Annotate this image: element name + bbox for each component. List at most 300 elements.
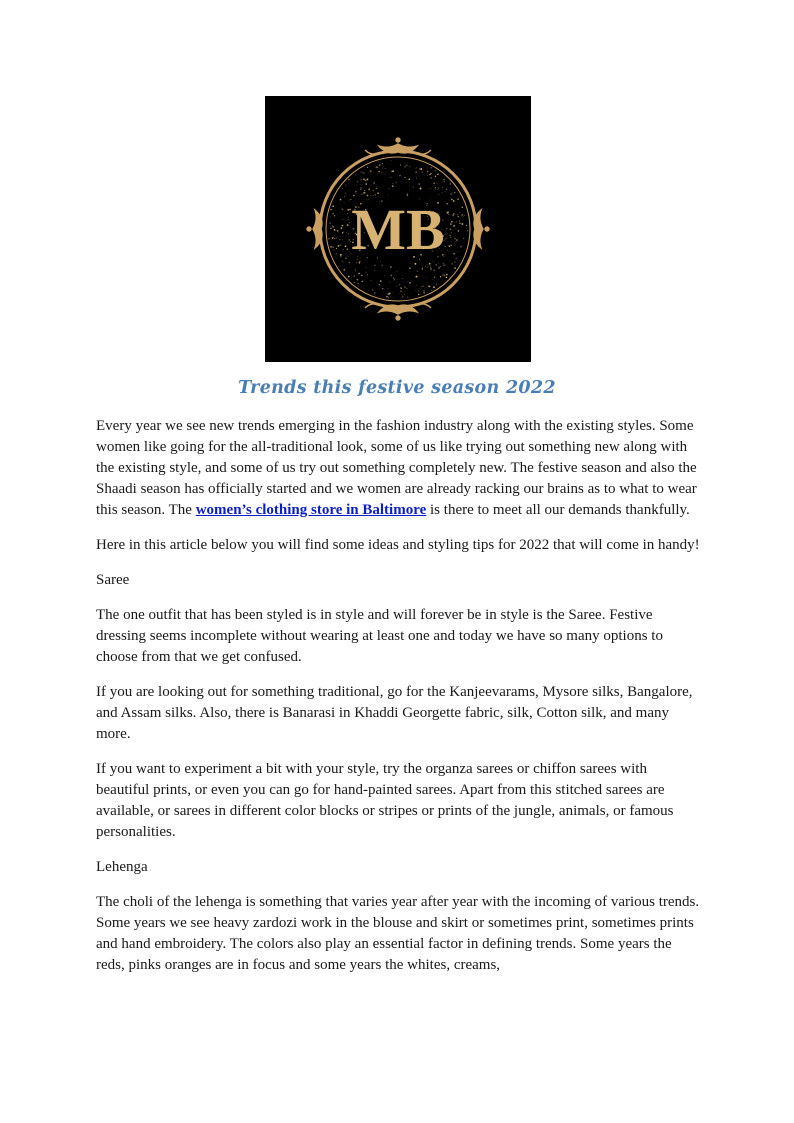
glitter-dot: [336, 253, 337, 254]
glitter-dot: [332, 225, 333, 226]
glitter-dot: [392, 185, 394, 187]
glitter-dot: [372, 190, 374, 192]
glitter-dot: [337, 230, 339, 232]
glitter-dot: [436, 284, 437, 285]
glitter-dot: [370, 170, 372, 172]
glitter-dot: [418, 294, 419, 295]
glitter-dot: [332, 205, 334, 207]
glitter-dot: [366, 267, 367, 268]
glitter-dot: [437, 189, 438, 190]
glitter-dot: [372, 280, 373, 281]
glitter-dot: [404, 294, 405, 295]
glitter-dot: [389, 281, 390, 282]
glitter-dot: [446, 277, 448, 279]
glitter-dot: [374, 270, 375, 271]
glitter-dot: [450, 183, 451, 184]
glitter-dot: [454, 262, 455, 263]
glitter-dot: [446, 203, 448, 205]
glitter-dot: [364, 192, 366, 194]
glitter-dot: [442, 274, 444, 276]
glitter-dot: [374, 265, 376, 267]
glitter-dot: [409, 185, 410, 186]
glitter-dot: [462, 207, 463, 208]
glitter-dot: [363, 280, 364, 281]
glitter-dot: [427, 168, 428, 169]
glitter-dot: [426, 277, 427, 278]
glitter-dot: [349, 190, 350, 191]
glitter-dot: [385, 168, 386, 169]
glitter-dot: [420, 188, 422, 190]
glitter-dot: [388, 195, 389, 196]
glitter-dot: [385, 174, 386, 175]
glitter-dot: [453, 225, 455, 227]
glitter-dot: [438, 194, 439, 195]
glitter-dot: [446, 274, 448, 276]
glitter-dot: [453, 253, 455, 255]
glitter-dot: [438, 187, 439, 188]
glitter-dot: [438, 263, 439, 264]
glitter-dot: [454, 222, 455, 223]
glitter-dot: [440, 276, 441, 277]
glitter-dot: [422, 172, 423, 173]
glitter-dot: [445, 231, 446, 232]
glitter-dot: [382, 163, 383, 164]
glitter-dot: [450, 245, 452, 247]
glitter-dot: [423, 290, 424, 291]
section-heading-lehenga: Lehenga: [96, 859, 148, 875]
glitter-dot: [382, 288, 383, 289]
glitter-dot: [400, 291, 401, 292]
glitter-dot: [384, 275, 385, 276]
glitter-dot: [428, 285, 430, 287]
glitter-dot: [356, 262, 357, 263]
glitter-dot: [414, 263, 416, 265]
glitter-dot: [433, 182, 435, 184]
glitter-dot: [450, 232, 452, 234]
glitter-dot: [339, 239, 341, 241]
glitter-dot: [364, 190, 365, 191]
glitter-dot: [423, 292, 425, 294]
glitter-dot: [388, 297, 389, 298]
glitter-dot: [396, 182, 398, 184]
glitter-dot: [455, 241, 456, 242]
glitter-dot: [388, 288, 389, 289]
glitter-dot: [380, 280, 382, 282]
glitter-dot: [447, 233, 448, 234]
glitter-dot: [404, 286, 406, 288]
glitter-dot: [402, 278, 403, 279]
glitter-dot: [444, 264, 446, 266]
glitter-dot: [459, 223, 460, 224]
saree-paragraph-3: If you want to experiment a bit with your style, try the organza sarees or chiffon sarees with beautiful prints, or even you can go for hand-painted sarees. Apart from this stitched sarees are available, or sarees in different color blocks or stripes or prints of the jungle, animals, or famous personalities.: [96, 761, 674, 840]
intro-text-start: Every year we see new trends emerging in the fashion industry along with the existing styles. Some women like going for the all-traditional look, some of us like trying out something new along with the existing style, and some of us try out something completely new. The festive season and also the Shaadi season has officially started and we women are already racking our brains as to what to wear this season. The: [96, 418, 697, 518]
glitter-dot: [416, 178, 417, 179]
glitter-dot: [448, 214, 449, 215]
glitter-dot: [421, 286, 422, 287]
glitter-dot: [340, 227, 342, 229]
glitter-dot: [378, 171, 379, 172]
glitter-dot: [386, 296, 388, 298]
glitter-dot: [392, 297, 393, 298]
glitter-dot: [378, 296, 379, 297]
glitter-dot: [434, 277, 435, 278]
glitter-dot: [334, 215, 336, 217]
glitter-dot: [438, 267, 440, 269]
glitter-dot: [427, 175, 428, 176]
glitter-dot: [451, 199, 453, 201]
lehenga-paragraph-1: The choli of the lehenga is something that varies year after year with the incoming of various trends. Some years we see heavy zardozi work in the blouse and skirt or sometimes print, sometimes prints and hand embroidery. The colors also play an essential factor in defining trends. Some years the reds, pinks oranges are in focus and some years the whites, creams,: [96, 894, 700, 973]
glitter-dot: [360, 187, 362, 189]
glitter-dot: [377, 192, 379, 194]
section-heading-saree: Saree: [96, 572, 130, 588]
glitter-dot: [379, 284, 381, 286]
glitter-dot: [330, 227, 332, 229]
glitter-dot: [396, 286, 397, 287]
glitter-dot: [367, 167, 368, 168]
glitter-dot: [349, 262, 350, 263]
article-title: Trends this festive season 2022: [238, 378, 556, 398]
glitter-dot: [415, 171, 417, 173]
glitter-dot: [446, 189, 447, 190]
glitter-dot: [370, 280, 371, 281]
glitter-dot: [430, 167, 432, 169]
glitter-dot: [336, 237, 337, 238]
glitter-dot: [450, 237, 451, 238]
glitter-dot: [422, 267, 423, 268]
glitter-dot: [455, 258, 457, 260]
glitter-dot: [407, 297, 408, 298]
glitter-dot: [427, 170, 428, 171]
glitter-dot: [418, 277, 419, 278]
glitter-dot: [355, 191, 356, 192]
glitter-dot: [430, 268, 432, 270]
glitter-dot: [333, 213, 334, 214]
intro-text-end: is there to meet all our demands thankfully.: [426, 502, 690, 518]
glitter-dot: [386, 271, 387, 272]
glitter-dot: [344, 202, 345, 203]
glitter-dot: [357, 283, 359, 285]
glitter-dot: [455, 228, 456, 229]
logo-monogram-text: MB: [351, 197, 445, 262]
glitter-dot: [331, 245, 333, 247]
glitter-dot: [335, 230, 336, 231]
glitter-dot: [375, 166, 377, 168]
glitter-dot: [433, 286, 435, 288]
glitter-dot: [372, 289, 373, 290]
glitter-dot: [338, 245, 340, 247]
glitter-dot: [342, 209, 344, 211]
glitter-dot: [435, 176, 436, 177]
glitter-dot: [429, 174, 430, 175]
glitter-dot: [390, 266, 392, 268]
glitter-dot: [418, 291, 419, 292]
glitter-dot: [355, 175, 356, 176]
glitter-dot: [437, 173, 439, 175]
glitter-dot: [423, 286, 424, 287]
glitter-dot: [404, 166, 405, 167]
glitter-dot: [451, 263, 453, 265]
glitter-dot: [458, 230, 460, 232]
glitter-dot: [440, 266, 441, 267]
glitter-dot: [349, 200, 350, 201]
glitter-dot: [338, 232, 339, 233]
glitter-dot: [392, 292, 393, 293]
glitter-dot: [336, 248, 337, 249]
glitter-dot: [404, 177, 405, 178]
glitter-dot: [438, 283, 439, 284]
glitter-dot: [336, 258, 337, 259]
glitter-dot: [413, 187, 414, 188]
glitter-dot: [466, 225, 467, 226]
glitter-dot: [409, 282, 411, 284]
glitter-dot: [362, 172, 363, 173]
glitter-dot: [357, 181, 358, 182]
glitter-dot: [346, 232, 347, 233]
glitter-dot: [407, 281, 408, 282]
glitter-dot: [409, 267, 411, 269]
glitter-dot: [445, 192, 446, 193]
glitter-dot: [342, 261, 343, 262]
glitter-dot: [427, 171, 428, 172]
glitter-dot: [417, 270, 419, 272]
glitter-dot: [424, 289, 425, 290]
glitter-dot: [399, 293, 400, 294]
glitter-dot: [356, 279, 358, 281]
glitter-dot: [440, 178, 441, 179]
glitter-dot: [407, 194, 409, 196]
glitter-dot: [363, 172, 365, 174]
glitter-dot: [430, 188, 431, 189]
glitter-dot: [334, 238, 335, 239]
glitter-dot: [341, 208, 342, 209]
glitter-dot: [452, 192, 453, 193]
glitter-dot: [415, 290, 416, 291]
glitter-dot: [333, 237, 334, 238]
glitter-dot: [381, 172, 382, 173]
glitter-dot: [348, 276, 350, 278]
glitter-dot: [420, 168, 422, 170]
glitter-dot: [450, 219, 451, 220]
glitter-dot: [374, 292, 375, 293]
glitter-dot: [416, 276, 418, 278]
glitter-dot: [347, 249, 348, 250]
glitter-dot: [389, 177, 390, 178]
glitter-dot: [328, 238, 330, 240]
glitter-dot: [422, 286, 423, 287]
glitter-dot: [346, 258, 347, 259]
glitter-dot: [342, 236, 343, 237]
glitter-dot: [359, 262, 361, 264]
glitter-dot: [348, 233, 349, 234]
glitter-dot: [464, 215, 465, 216]
glitter-dot: [355, 194, 356, 195]
glitter-dot: [399, 284, 400, 285]
glitter-dot: [347, 213, 348, 214]
glitter-dot: [457, 260, 458, 261]
glitter-dot: [429, 263, 431, 265]
glitter-dot: [376, 188, 377, 189]
glitter-dot: [365, 183, 367, 185]
glitter-dot: [418, 183, 420, 185]
glitter-dot: [447, 211, 449, 213]
brand-logo: [265, 96, 531, 362]
glitter-dot: [429, 265, 430, 266]
glitter-dot: [343, 249, 344, 250]
glitter-dot: [343, 269, 345, 271]
glitter-dot: [391, 297, 392, 298]
glitter-dot: [388, 293, 390, 295]
glitter-dot: [448, 220, 449, 221]
glitter-dot: [379, 164, 381, 166]
glitter-dot: [360, 189, 361, 190]
glitter-dot: [348, 256, 349, 257]
glitter-dot: [433, 269, 435, 271]
glitter-dot: [435, 170, 436, 171]
glitter-dot: [456, 221, 457, 222]
glitter-dot: [340, 256, 342, 258]
glitter-dot: [330, 217, 331, 218]
glitter-dot: [362, 281, 363, 282]
glitter-dot: [416, 168, 417, 169]
glitter-dot: [427, 266, 428, 267]
glitter-dot: [445, 238, 447, 240]
glitter-dot: [377, 282, 378, 283]
glitter-dot: [451, 221, 453, 223]
glitter-dot: [330, 209, 331, 210]
glitter-dot: [416, 167, 417, 168]
glitter-dot: [454, 214, 455, 215]
glitter-dot: [458, 216, 459, 217]
glitter-dot: [463, 238, 464, 239]
glitter-dot: [398, 286, 399, 287]
glitter-dot: [382, 168, 383, 169]
glitter-dot: [453, 200, 455, 202]
glitter-dot: [347, 224, 349, 226]
glitter-dot: [432, 279, 433, 280]
glitter-dot: [430, 267, 432, 269]
saree-paragraph-1: The one outfit that has been styled is in style and will forever be in style is the Saree. Festive dressing seems incomplete without wearing at least one and today we have so many options to choose from that we get confused.: [96, 607, 663, 665]
glitter-dot: [446, 228, 447, 229]
glitter-dot: [373, 182, 375, 184]
store-link[interactable]: women’s clothing store in Baltimore: [195, 502, 427, 518]
glitter-dot: [454, 192, 455, 193]
glitter-dot: [399, 175, 401, 177]
glitter-dot: [461, 214, 463, 216]
glitter-dot: [463, 216, 464, 217]
glitter-dot: [449, 235, 450, 236]
glitter-dot: [348, 219, 349, 220]
glitter-dot: [342, 225, 344, 227]
glitter-dot: [431, 290, 432, 291]
glitter-dot: [457, 198, 459, 200]
glitter-dot: [454, 267, 456, 269]
glitter-dot: [430, 177, 431, 178]
glitter-dot: [345, 185, 346, 186]
glitter-dot: [343, 232, 344, 233]
glitter-dot: [358, 273, 360, 275]
glitter-dot: [443, 263, 445, 265]
glitter-dot: [443, 179, 445, 181]
glitter-dot: [361, 172, 362, 173]
glitter-dot: [366, 272, 367, 273]
glitter-dot: [409, 166, 410, 167]
glitter-dot: [365, 179, 367, 181]
glitter-dot: [354, 275, 355, 276]
glitter-dot: [347, 209, 349, 211]
glitter-dot: [348, 179, 350, 181]
glitter-dot: [425, 266, 426, 267]
glitter-dot: [459, 212, 460, 213]
glitter-dot: [444, 181, 445, 182]
glitter-dot: [436, 264, 437, 265]
glitter-dot: [375, 194, 376, 195]
glitter-dot: [450, 193, 452, 195]
glitter-dot: [416, 176, 417, 177]
glitter-dot: [344, 196, 345, 197]
glitter-dot: [397, 271, 398, 272]
glitter-dot: [360, 179, 362, 181]
glitter-dot: [349, 222, 350, 223]
glitter-dot: [459, 209, 460, 210]
glitter-dot: [355, 269, 356, 270]
glitter-dot: [371, 195, 372, 196]
glitter-dot: [421, 268, 423, 270]
glitter-dot: [392, 170, 394, 172]
glitter-dot: [402, 297, 403, 298]
glitter-dot: [389, 188, 390, 189]
glitter-dot: [452, 194, 453, 195]
glitter-dot: [342, 239, 343, 240]
glitter-dot: [354, 282, 355, 283]
glitter-dot: [450, 228, 452, 230]
glitter-dot: [348, 239, 350, 241]
glitter-dot: [401, 288, 403, 290]
glitter-dot: [391, 177, 392, 178]
glitter-dot: [467, 219, 468, 220]
glitter-dot: [459, 220, 460, 221]
glitter-dot: [467, 230, 468, 231]
glitter-dot: [391, 171, 392, 172]
glitter-dot: [441, 192, 442, 193]
glitter-dot: [448, 245, 449, 246]
glitter-dot: [368, 188, 370, 190]
glitter-dot: [427, 264, 428, 265]
glitter-dot: [333, 249, 334, 250]
glitter-dot: [340, 199, 342, 201]
glitter-dot: [453, 213, 455, 215]
glitter-dot: [405, 165, 406, 166]
glitter-dot: [393, 277, 395, 279]
glitter-dot: [348, 217, 349, 218]
glitter-dot: [406, 288, 407, 289]
glitter-dot: [329, 222, 331, 224]
glitter-dot: [367, 274, 368, 275]
glitter-dot: [394, 279, 395, 280]
glitter-dot: [443, 274, 445, 276]
glitter-dot: [391, 160, 392, 161]
glitter-dot: [461, 223, 463, 225]
glitter-dot: [454, 238, 456, 240]
glitter-dot: [332, 247, 333, 248]
glitter-dot: [382, 265, 384, 267]
glitter-dot: [363, 178, 365, 180]
glitter-dot: [460, 246, 462, 248]
glitter-dot: [342, 250, 343, 251]
glitter-dot: [391, 275, 393, 277]
glitter-dot: [342, 188, 343, 189]
glitter-dot: [442, 187, 443, 188]
glitter-dot: [435, 187, 436, 188]
